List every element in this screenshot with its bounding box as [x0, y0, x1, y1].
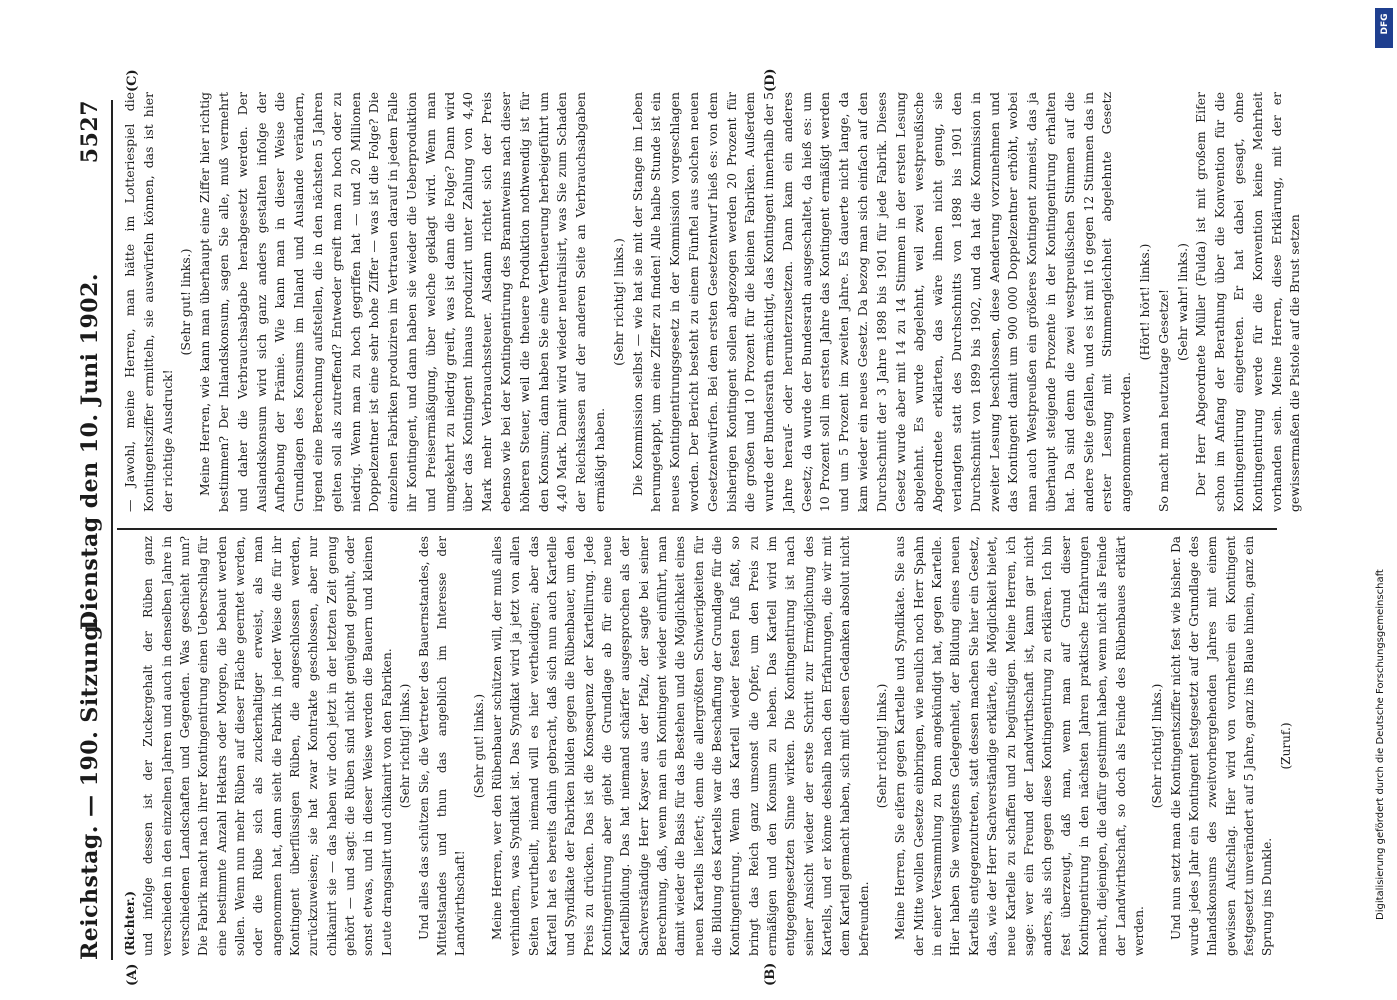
interjection: (Sehr richtig! links.)	[875, 683, 890, 809]
paragraph: Meine Herren, wer den Rübenbauer schützen will, der muß alles verhindern, was Syndikat ist. Das Syndikat wird ja jetzt von allen Seiten verurtheilt, niemand will es hier vertheidigen; aber das Kartell hat es bereits dahin gebracht, daß sich nun auch Kartelle und Syndikate der Fabriken bilden gegen die Rübenbauer, um den Preis zu drücken. Das ist die Konsequenz der Kartellirung. Jede Kontingentirung aber giebt die Grundlage ab für eine neue Kartellbildung. Das hat niemand schärfer ausgesprochen als der Sachverständige Herr Kayser aus der Pfalz, der sagte bei seiner Berechnung, daß, wenn man ein Kontingent wieder einführt, man damit wieder die Basis für das Bestehen und die Möglichkeit eines neuen Kartells liefert; denn die allergrößten Schwierigkeiten für die Bildung des Kartells war die Beschaffung der Grundlage für die Kontingentirung. Wenn das Kartell wieder festen Fuß faßt, so bringt das Reich ganz umsonst die Opfer, um den Preis zu ermäßigen und den Konsum zu heben. Das Kartell wird im entgegengesetzten Sinne wirken. Die Kontingentirung ist nach seiner Ansicht wieder der erste Schritt zur Ermöglichung des Kartells, und er könne deshalb nach den Erfahrungen, die wir mit dem Kartell gemacht haben, sich mit diesen Gedanken absolut nicht befreunden.	[489, 536, 871, 956]
speaker-name: (Richter.)	[123, 891, 137, 956]
digitization-acknowledgement: Digitalisierung gefördert durch die Deutsche Forschungsgemeinschaft	[1375, 569, 1386, 920]
header-date: Dienstag den 10. Juni 1902.	[77, 272, 103, 630]
margin-mark-d: (D)	[763, 68, 778, 92]
paragraph: Die Kommission selbst — wie hat sie mit der Stange im Leben herumgetappt, um eine Ziffer zu finden! Alle halbe Stunde ist ein neues Kontingentirungsgesetz in der Kommission vorgeschlagen worden. Der Bericht besteht zu einem Fünftel aus solchen neuen Gesetzentwürfen. Bei dem ersten Gesetzentwurf hieß es: von dem bisherigen Kontingent sollen abgezogen werden 20 Prozent für die großen und 10 Prozent für die kleinen Fabriken. Außerdem wurde der Bundesrath ermächtigt, das Kontingent innerhalb der 5 Jahre herauf- oder herunterzusetzen. Dann kam ein anderes Gesetz; da wurde der Bundesrath ausgeschaltet, da hieß es: um 10 Prozent soll im ersten Jahre das Kontingent ermäßigt werden und um 5 Prozent im zweiten Jahre. Es dauerte nicht lange, da kam wieder ein neues Gesetz. Da bezog man sich einfach auf den Durchschnitt der 3 Jahre 1898 bis 1901 für jede Fabrik. Dieses Gesetz wurde aber mit 14 zu 14 Stimmen in der ersten Lesung abgelehnt. Es wurde abgelehnt, weil zwei westpreußische Abgeordnete erklärten, das wäre ihnen nicht genug, sie verlangten statt des Durchschnitts von 1898 bis 1901 den Durchschnitt von 1899 bis 1902, und da hat die Kommission in zweiter Lesung beschlossen, diese Aenderung vorzunehmen und das Kontingent damit um 900 000 Doppelzentner erhöht, wobei man auch Westpreußen ein größeres Kontingent zumeist, das ja überhaupt steigende Prozente in der Kontingentirung erhalten hat. Da sind denn die zwei westpreußischen Stimmen auf die andere Seite gefallen, und es ist mit 16 gegen 12 Stimmen das in erster Lesung mit Stimmengleichheit abgelehnte Gesetz angenommen worden.	[629, 92, 1134, 512]
paragraph: Meine Herren, wie kann man überhaupt eine Ziffer hier richtig bestimmen? Der Inlandskonsum, sagen Sie alle, muß vermehrt und daher die Verbrauchsabgabe herabgesetzt werden. Der Auslandskonsum wird sich ganz anders gestalten infolge der Aufhebung der Prämie. Wie kann man in dieser Weise die Grundlagen des Konsums im Inland und Auslande verändern, irgend eine Berechnung aufstellen, die in den nächsten 5 Jahren gelten soll als zutreffend? Entweder greift man zu hoch oder zu niedrig. Wenn man zu hoch gegriffen hat — und 20 Millionen Doppelzentner ist eine sehr hohe Ziffer — was ist die Folge? Die einzelnen Fabriken produziren im Vertrauen darauf in jedem Falle ihr Kontingent, und dann haben sie wieder die Ueberproduktion und Preisermäßigung, über welche geklagt wird. Wenn man umgekehrt zu niedrig greift, was ist dann die Folge? Dann wird über das Kontingent hinaus produzirt unter Zahlung von 4,40 Mark mehr Verbrauchssteuer. Alsdann richtet sich der Preis ebenso wie bei der Kontingentirung des Branntweins nach dieser höheren Steuer, weil die theuere Produktion nothwendig ist für den Konsum; dann haben Sie eine Vertheuerung herbeigeführt um 4,40 Mark. Damit wird wieder neutralisirt, was Sie zum Schaden der Reichskassen auf der anderen Seite an Verbrauchsabgaben ermäßigt haben.	[197, 92, 607, 512]
paragraph: und infolge dessen ist der Zuckergehalt der Rüben ganz verschieden in den einzelnen Jahren und auch in denselben Jahre in verschiedenen Landschaften und Gegenden. Was geschieht nun? Die Fabrik macht nach ihrer Kontingentirung einen Ueberschlag für eine bestimmte Anzahl Hektars oder Morgen, die bebaut werden sollen. Wenn nun mehr Rüben auf dieser Fläche geerntet werden, oder die Rübe sich als zuckerhaltiger erweist, als man angenommen hat, dann sieht die Fabrik in jeder Weise die für ihr Kontingent überflüssigen Rüben, die angeschlossen werden, zurückzuweisen; sie hat zwar Kontrakte geschlossen, aber nur chikanirt sie — das haben wir doch jetzt in der letzten Zeit genug gehört — und sagt: die Rüben sind nicht genügend gepuht, oder sonst etwas, und in dieser Weise werden die Bauern und kleinen Leute drangsalirt und chikanirt von den Fabriken.	[141, 536, 394, 956]
margin-mark-a: (A)	[125, 963, 140, 986]
paragraph: — Jawohl, meine Herren, man hätte im Lotteriespiel die Kontingentsziffer ermitteln, sie auswürfeln können, das ist hier der richtige Ausdruck!	[122, 92, 175, 512]
interjection: (Sehr gut! links.)	[178, 248, 194, 356]
interjection: (Sehr gut! links.)	[471, 693, 486, 799]
dfg-logo: DFG	[1375, 8, 1393, 48]
paragraph: So macht man heutzutage Gesetze!	[1155, 288, 1171, 512]
interjection: (Sehr richtig! links.)	[1150, 683, 1165, 809]
header-left: Reichstag. — 190. Sitzung.	[77, 616, 103, 960]
left-column	[121, 536, 1295, 956]
paragraph: Meine Herren, Sie eifern gegen Kartelle und Syndikate. Sie aus der Mitte wollen Gesetze einbringen, wie neulich noch Herr Spahn in einer Versammlung zu Bonn angekündigt hat, gegen Kartelle. Hier haben Sie wenigstens Gelegenheit, der Bildung eines neuen Kartells entgegenzutreten, statt dessen machen Sie hier ein Gesetz, das, wie der Herr Sachverständige erklärte, die Möglichkeit bietet, neue Kartelle zu schaffen und zu begünstigen. Meine Herren, ich sage: wer ein Freund der Landwirthschaft ist, kann gar nicht anders, als sich gegen diese Kontingentirung zu erklären. Ich bin fest überzeugt, daß man, wenn man auf Grund dieser Kontingentirung in den nächsten Jahren praktische Erfahrungen macht, diejenigen, die dafür gestimmt haben, wenn nicht als Feinde der Landwirthschaft, so doch als Feinde des Rübenbaues erklärt werden.	[893, 536, 1146, 956]
page-header	[73, 100, 107, 960]
interjection: (Sehr richtig! links.)	[610, 238, 626, 366]
page-number: 5527	[77, 100, 103, 164]
margin-mark-c: (C)	[125, 69, 140, 92]
column-divider	[117, 528, 1277, 530]
interjection: (Sehr wahr! links.)	[1174, 243, 1190, 361]
interjection: (Zuruf.)	[1278, 722, 1293, 770]
paragraph: Und nun setzt man die Kontingentsziffer nicht fest wie bisher. Da wurde jedes Jahr ein Kontingent festgesetzt auf der Grundlage des Inlandskonsums des zweitvorhergehenden Jahres mit einem gewissen Aufschlag. Hier wird von vornherein ein Kontingent festgesetzt unverändert auf 5 Jahre, ganz ins Blaue hinein, ganz ein Sprung ins Dunkle.	[1168, 536, 1275, 956]
paragraph: Und alles das schützen Sie, die Vertreter des Bauernstandes, des Mittelstandes und thun das angeblich im Interesse der Landwirthschaft!	[416, 536, 468, 956]
paragraph: Der Herr Abgeordnete Müller (Fulda) ist mit großem Eifer schon im Anfang der Berathung über die Konvention für die Kontingentirung eingetreten. Er hat dabei gesagt, ohne Kontingentirung werde für die Konvention keine Mehrheit vorhanden sein. Meine Herren, diese Erklärung, mit der er gewissermaßen die Pistole auf die Brust setzen	[1193, 92, 1303, 512]
interjection: (Sehr richtig! links.)	[398, 683, 413, 809]
right-column	[121, 92, 1305, 512]
rotated-page	[73, 60, 1373, 1000]
interjection: (Hört! hört! links.)	[1137, 243, 1153, 361]
margin-mark-b: (B)	[763, 962, 778, 986]
header-rule	[111, 100, 113, 960]
